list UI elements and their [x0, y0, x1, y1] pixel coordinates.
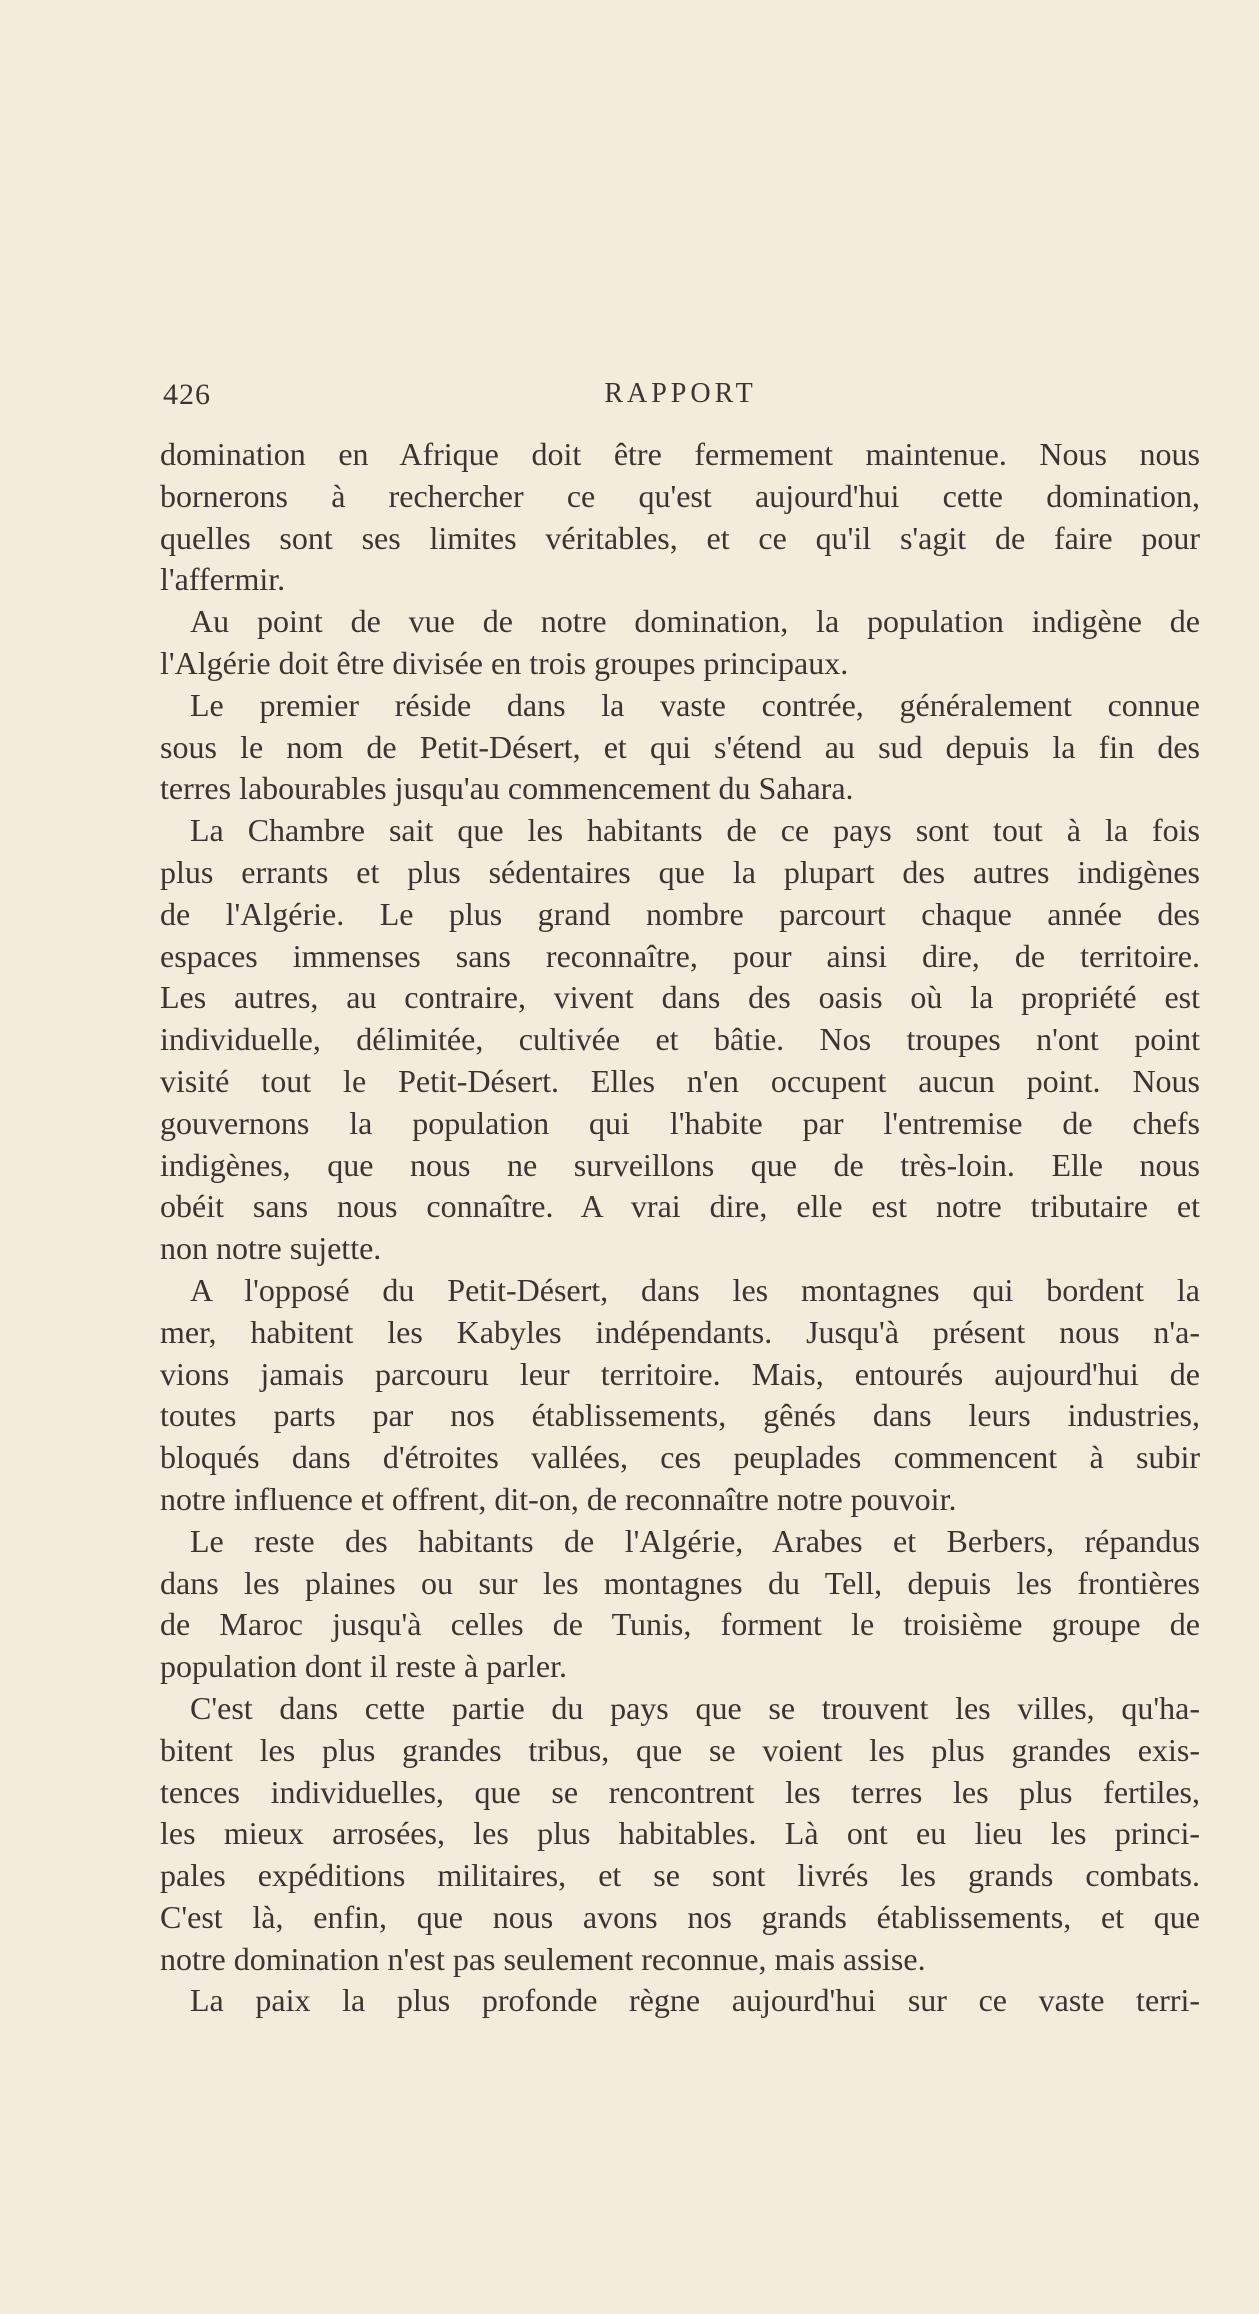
running-title: RAPPORT: [604, 378, 757, 409]
paragraph: [160, 1270, 1200, 1521]
text-line: Le reste des habitants de l'Algérie, Arabes et Berbers, répandus: [190, 1522, 1200, 1559]
text-line: non notre sujette.: [160, 1230, 382, 1267]
text-line: C'est dans cette partie du pays que se trouvent les villes, qu'ha-: [190, 1689, 1200, 1726]
paragraph: [160, 810, 1200, 1270]
text-line: terres labourables jusqu'au commencement du Sahara.: [160, 770, 854, 807]
text-line: plus errants et plus sédentaires que la plupart des autres indigènes: [160, 853, 1200, 890]
text-line: notre influence et offrent, dit-on, de reconnaître notre pouvoir.: [160, 1480, 957, 1517]
text-line: quelles sont ses limites véritables, et ce qu'il s'agit de faire pour: [160, 519, 1200, 556]
paragraph: [160, 1688, 1200, 1981]
text-line: tences individuelles, que se rencontrent les terres les plus fertiles,: [160, 1773, 1200, 1810]
text-line: La paix la plus profonde règne aujourd'hui sur ce vaste terri-: [190, 1982, 1200, 2019]
text-line: C'est là, enfin, que nous avons nos grands établissements, et que: [160, 1898, 1200, 1935]
text-line: dans les plaines ou sur les montagnes du Tell, depuis les frontières: [160, 1564, 1200, 1601]
paragraph: [160, 1521, 1200, 1688]
text-line: l'affermir.: [160, 561, 286, 598]
text-line: pales expéditions militaires, et se sont livrés les grands combats.: [160, 1857, 1200, 1894]
text-line: sous le nom de Petit-Désert, et qui s'étend au sud depuis la fin des: [160, 728, 1200, 765]
text-line: domination en Afrique doit être fermement maintenue. Nous nous: [160, 436, 1200, 472]
text-line: Les autres, au contraire, vivent dans des oasis où la propriété est: [160, 979, 1200, 1016]
text-line: Au point de vue de notre domination, la population indigène de: [190, 603, 1200, 640]
text-line: vions jamais parcouru leur territoire. Mais, entourés aujourd'hui de: [160, 1355, 1200, 1392]
paragraph: [160, 1980, 1200, 2022]
text-line: toutes parts par nos établissements, gênés dans leurs industries,: [160, 1397, 1200, 1434]
text-line: l'Algérie doit être divisée en trois groupes principaux.: [160, 644, 849, 681]
text-line: bloqués dans d'étroites vallées, ces peuplades commencent à subir: [160, 1439, 1200, 1476]
page-number: 426: [163, 378, 211, 411]
text-line: gouvernons la population qui l'habite par l'entremise de chefs: [160, 1104, 1200, 1141]
text-line: individuelle, délimitée, cultivée et bâtie. Nos troupes n'ont point: [160, 1021, 1200, 1058]
paragraph: [160, 685, 1200, 810]
text-line: La Chambre sait que les habitants de ce pays sont tout à la fois: [190, 812, 1200, 849]
text-line: population dont il reste à parler.: [160, 1648, 567, 1685]
text-line: obéit sans nous connaître. A vrai dire, elle est notre tributaire et: [160, 1188, 1200, 1225]
paragraph: [160, 434, 1200, 601]
text-line: notre domination n'est pas seulement reconnue, mais assise.: [160, 1940, 926, 1977]
text-line: espaces immenses sans reconnaître, pour ainsi dire, de territoire.: [160, 937, 1200, 974]
text-line: A l'opposé du Petit-Désert, dans les montagnes qui bordent la: [190, 1271, 1200, 1308]
text-line: indigènes, que nous ne surveillons que de très-loin. Elle nous: [160, 1146, 1200, 1183]
page-header: [163, 378, 1198, 418]
text-line: de l'Algérie. Le plus grand nombre parcourt chaque année des: [160, 895, 1200, 932]
text-line: mer, habitent les Kabyles indépendants. Jusqu'à présent nous n'a-: [160, 1313, 1200, 1350]
text-line: de Maroc jusqu'à celles de Tunis, forment le troisième groupe de: [160, 1606, 1200, 1643]
body-text: [160, 434, 1200, 2022]
paragraph: [160, 601, 1200, 685]
text-line: Le premier réside dans la vaste contrée, généralement connue: [190, 686, 1200, 723]
text-line: bitent les plus grandes tribus, que se voient les plus grandes exis-: [160, 1731, 1200, 1768]
text-line: visité tout le Petit-Désert. Elles n'en occupent aucun point. Nous: [160, 1062, 1200, 1099]
text-line: bornerons à rechercher ce qu'est aujourd'hui cette domination,: [160, 477, 1200, 514]
text-line: les mieux arrosées, les plus habitables. Là ont eu lieu les princi-: [160, 1815, 1200, 1852]
